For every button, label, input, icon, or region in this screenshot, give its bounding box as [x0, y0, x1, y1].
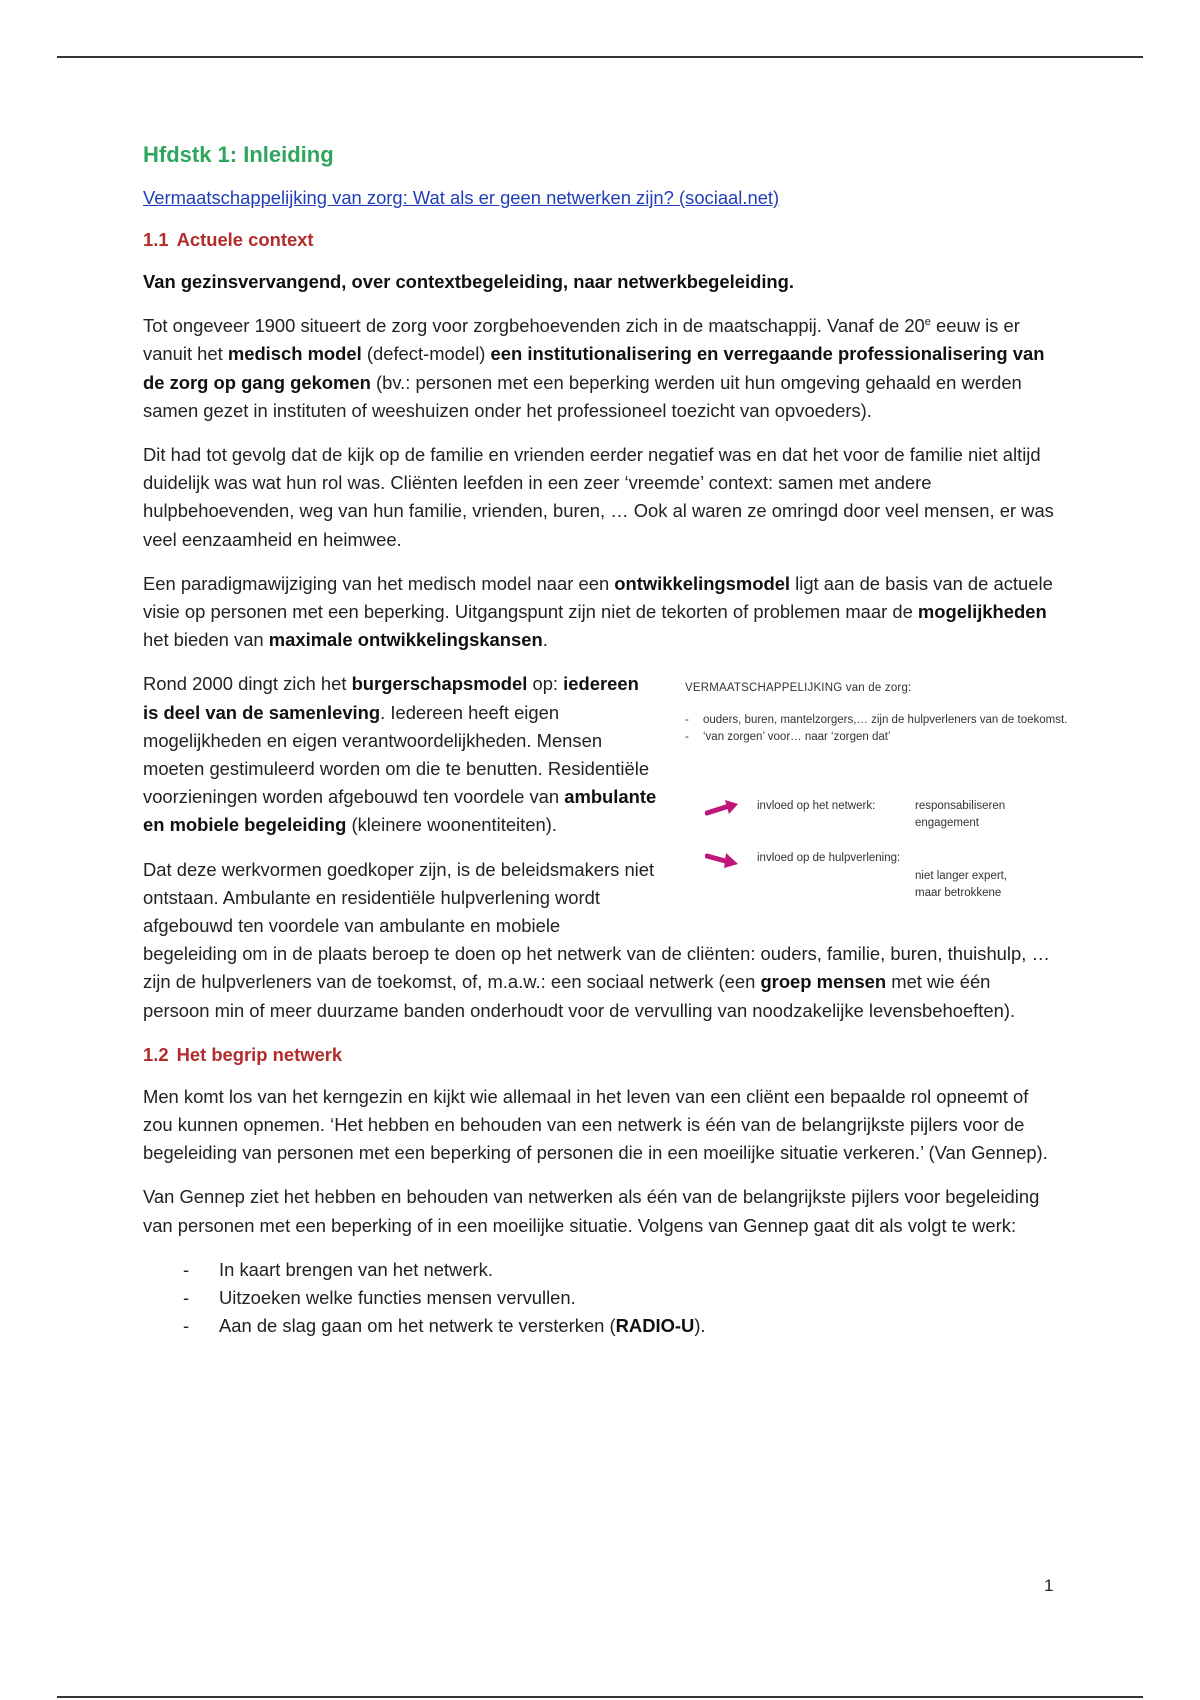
section-number: 1.1 — [143, 229, 169, 250]
figure-value-network — [915, 798, 1005, 832]
text-run: Dat deze werkvormen goedkoper zijn, is de beleidsmakers niet ontstaan. Ambulante en residentiële hulpverlening wordt afgebouwd ten voordele van ambulante en mobiele begeleiding om in de plaats beroep te doen op het netwerk van de cliënten: ouders, familie, buren, thuishulp, … zijn de hulpverleners van de toekomst, of, m.a.w.: een sociaal netwerk (een — [143, 858, 1050, 993]
figure-item-text: ouders, buren, mantelzorgers,… zijn de hulpverleners van de toekomst. — [703, 714, 1068, 727]
figure-value-care — [915, 868, 1007, 902]
top-rule — [57, 56, 1143, 58]
list-item-text: Uitzoeken welke functies mensen vervullen. — [219, 1287, 576, 1309]
figure-value-line: engagement — [915, 817, 979, 830]
list-item-text: ). — [694, 1315, 706, 1337]
text-run: met wie één persoon min of meer duurzame banden onderhoudt voor de vervulling van noodzakelijke levensbehoeften). — [143, 971, 1016, 1021]
text-run: . — [542, 629, 548, 651]
bold-term: burgerschapsmodel — [351, 673, 528, 695]
text-run: Rond 2000 dingt zich het — [143, 673, 352, 695]
figure-item-text: ‘van zorgen’ voor… naar ‘zorgen dat’ — [703, 731, 891, 744]
bold-term: mogelijkheden — [917, 601, 1047, 623]
figure-vermaatschappelijking — [685, 674, 1077, 906]
document-page — [143, 140, 1068, 1341]
bold-term: ambulante en mobiele begeleiding — [143, 786, 657, 836]
text-run: (defect-model) — [361, 343, 491, 365]
figure-label-care: invloed op de hulpverlening: — [757, 852, 901, 865]
page-number: 1 — [1044, 1576, 1054, 1595]
citizenship-block — [143, 670, 1068, 1024]
arrow-right-down-icon — [705, 850, 739, 870]
dash-glyph: - — [685, 714, 689, 727]
list-item — [183, 1312, 1055, 1340]
text-run: . Iedereen heeft eigen mogelijkheden en eigen verantwoordelijkheden. Mensen moeten gestimuleerd worden om die te benutten. Residentiële voorzieningen worden afgebouwd ten voordele van — [143, 701, 650, 808]
figure-value-line: responsabiliseren — [915, 800, 1006, 813]
dash-glyph: - — [685, 731, 689, 744]
van-gennep-steps — [143, 1256, 1055, 1341]
text-run: eeuw is er vanuit het — [143, 315, 1020, 365]
paragraph-paradigm — [143, 570, 1055, 655]
text-run: ligt aan de basis van de actuele visie op personen met een beperking. Uitgangspunt zijn niet de tekorten of problemen maar de — [143, 572, 1053, 623]
superscript: e — [924, 316, 931, 329]
text-run: Een paradigmawijziging van het medisch model naar een — [143, 572, 615, 594]
text-run: (kleinere woonentiteiten). — [346, 814, 557, 836]
bold-term: een institutionalisering en verregaande professionalisering van de zorg op gang gekomen — [143, 343, 1045, 393]
text-run: (bv.: personen met een beperking werden uit hun omgeving gehaald en werden samen gezet in instituten of weeshuizen onder het professioneel toezicht van opvoeders). — [143, 371, 1022, 421]
dash-glyph: - — [183, 1258, 190, 1280]
list-item-text: Aan de slag gaan om het netwerk te versterken ( — [219, 1315, 616, 1337]
paragraph-van-gennep: Van Gennep ziet het hebben en behouden van netwerken als één van de belangrijkste pijlers voor begeleiding van personen met een beperking of in een moeilijke situatie. Volgens van Gennep gaat dit als volgt te werk: — [143, 1186, 1040, 1236]
list-item — [183, 1284, 1055, 1312]
article-link[interactable]: Vermaatschappelijking van zorg: Wat als er geen netwerken zijn? (sociaal.net) — [143, 187, 780, 208]
figure-list — [685, 712, 1077, 746]
text-run: Tot ongeveer 1900 situeert de zorg voor zorgbehoevenden zich in de maatschappij. Vanaf de 20 — [143, 315, 925, 337]
dash-glyph: - — [183, 1315, 190, 1337]
section-title: Het begrip netwerk — [176, 1043, 343, 1065]
figure-list-item — [685, 729, 1077, 746]
bottom-rule — [57, 1696, 1143, 1698]
lead-sentence: Van gezinsvervangend, over contextbegeleiding, naar netwerkbegeleiding. — [143, 271, 795, 292]
bold-term: groep mensen — [760, 971, 887, 993]
paragraph-network-concept: Men komt los van het kerngezin en kijkt wie allemaal in het leven van een cliënt een bepaalde rol opneemt of zou kunnen opnemen. ‘Het hebben en behouden van een netwerk is één van de belangrijkste pijlers voor de begeleiding van personen met een beperking of personen die in een moeilijke situatie verkeren.’ (Van Gennep). — [143, 1085, 1048, 1164]
figure-list-item — [685, 712, 1077, 729]
text-run: het bieden van — [143, 629, 269, 651]
bold-term: ontwikkelingsmodel — [614, 572, 791, 594]
section-heading-1-2 — [143, 1041, 1055, 1069]
figure-label-network: invloed op het netwerk: — [757, 800, 876, 813]
bold-term: iedereen is deel van de samenleving — [143, 673, 639, 723]
list-item — [183, 1256, 1055, 1284]
figure-value-line: maar betrokkene — [915, 887, 1002, 900]
figure-value-line: niet langer expert, — [915, 870, 1008, 883]
list-item-text: In kaart brengen van het netwerk. — [219, 1258, 493, 1280]
section-heading-1-1 — [143, 226, 1055, 254]
paragraph-history — [143, 312, 1055, 425]
figure-title: VERMAATSCHAPPELIJKING van de zorg: — [685, 682, 912, 695]
section-title: Actuele context — [176, 229, 314, 250]
dash-glyph: - — [183, 1287, 190, 1309]
arrow-right-up-icon — [705, 798, 739, 818]
paragraph-consequence: Dit had tot gevolg dat de kijk op de familie en vrienden eerder negatief was en dat het voor de familie niet altijd duidelijk was wat hun rol was. Cliënten leefden in een zeer ‘vreemde’ context: samen met andere hulpbehoevenden, weg van hun familie, vrienden, buren, … Ook al waren ze omringd door veel mensen, er was veel eenzaamheid en heimwee. — [143, 444, 1054, 550]
bold-term: maximale ontwikkelingskansen — [268, 629, 543, 651]
text-run: op: — [527, 673, 564, 695]
bold-term: RADIO-U — [615, 1315, 695, 1337]
section-number: 1.2 — [143, 1043, 169, 1065]
bold-term: medisch model — [227, 343, 362, 365]
chapter-title: Hfdstk 1: Inleiding — [143, 142, 334, 167]
